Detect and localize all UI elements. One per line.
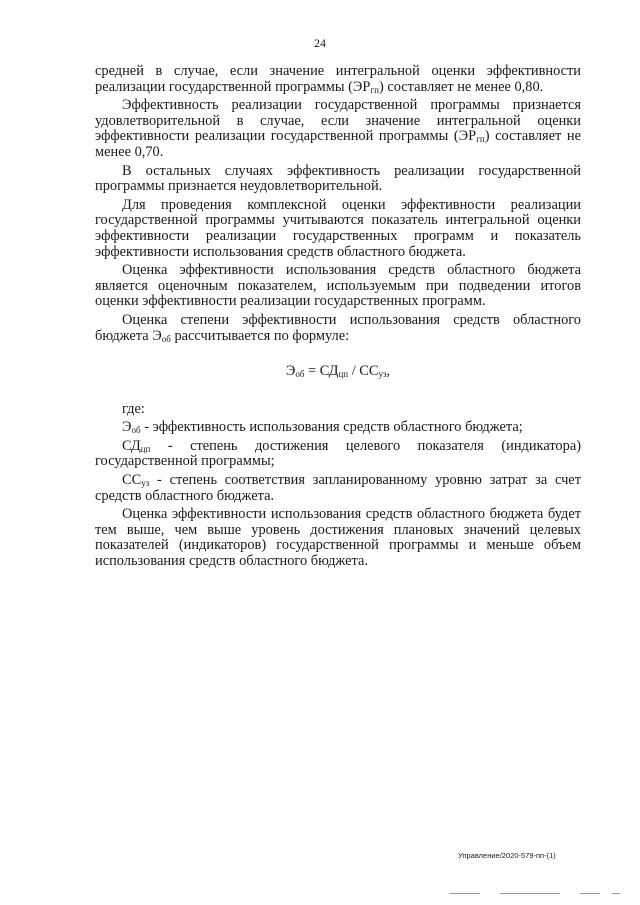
document-body bbox=[95, 64, 581, 573]
definition-ss-uz: $СС_{уз}$ - степень соответствия запланированному уровню затрат за счет средств областного бюджета. bbox=[95, 472, 581, 504]
paragraph-continuation: средней в случае, если значение интегральной оценки эффективности реализации государственной программы $(ЭР_{гп})$ составляет не менее 0,80. bbox=[95, 63, 581, 95]
where-label: где: bbox=[122, 400, 145, 417]
paragraph-closing: Оценка эффективности использования средств областного бюджета будет тем выше, чем выше уровень достижения плановых значений целевых показателей (индикаторов) государственной программы и меньше объем использования средств областного бюджета. bbox=[95, 506, 581, 570]
paragraph-budget-indicator: Оценка эффективности использования средств областного бюджета является оценочным показателем, используемым при подведении итогов оценки эффективности реализации государственных программ. bbox=[95, 262, 581, 310]
paragraph-satisfactory: Эффективность реализации государственной программы признается удовлетворительной в случае, если значение интегральной оценки эффективности реализации государственной программы $(ЭР_{гп})$ составляет не менее 0,70. bbox=[95, 97, 581, 160]
definition-sd-cp: $СД_{цп}$ - степень достижения целевого показателя (индикатора) государственной программы; bbox=[95, 437, 581, 470]
formula: $Э_{об} = СД_{цп} / СС_{уз}$, bbox=[285, 363, 391, 380]
page-number: 24 bbox=[314, 36, 326, 50]
paragraph-unsatisfactory: В остальных случаях эффективность реализации государственной программы признается неудовлетворительной. bbox=[95, 162, 581, 195]
definition-e-ob: $Э_{об}$ - эффективность использования средств областного бюджета; bbox=[122, 419, 523, 436]
paragraph-formula-intro: Оценка степени эффективности использования средств областного бюджета $Э_{об}$ рассчитывается по формуле: bbox=[95, 311, 581, 344]
scan-artifact bbox=[450, 893, 630, 896]
paragraph-complex-evaluation: Для проведения комплексной оценки эффективности реализации государственной программы учитываются показатель интегральной оценки эффективности реализации государственных программ и показатель эффективности использования средств областного бюджета. bbox=[95, 196, 581, 260]
document-code: Управление/2020-579-пп-(1) bbox=[458, 851, 556, 860]
